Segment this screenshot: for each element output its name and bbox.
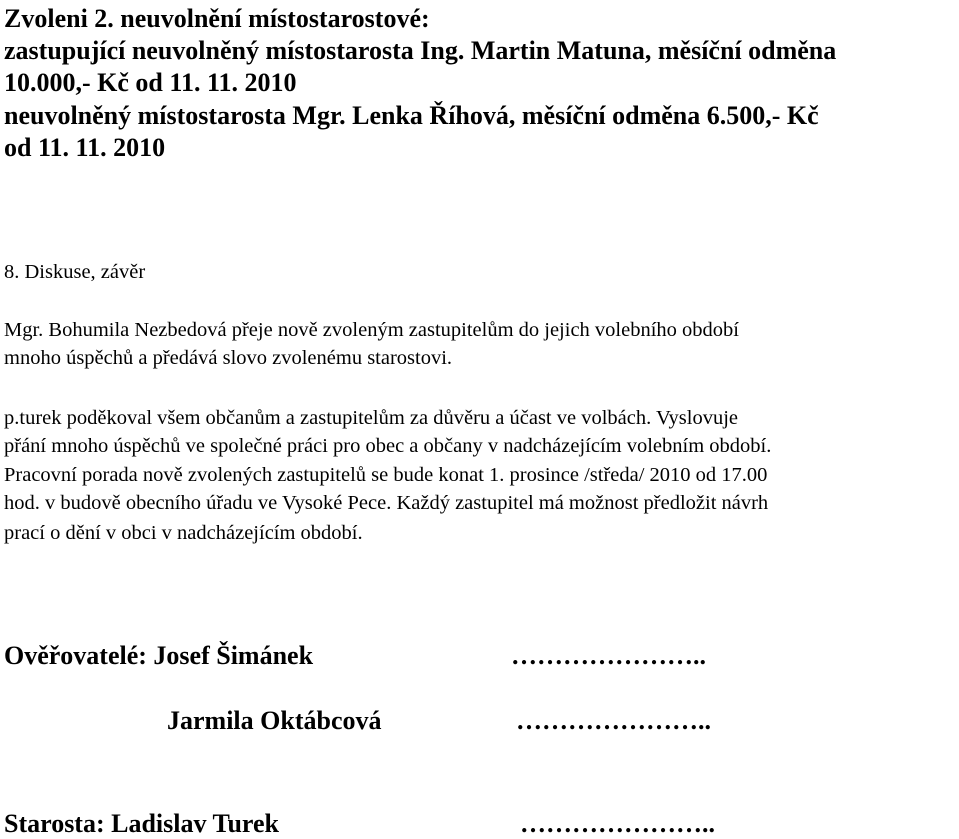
elected-line-deputy-1: zastupující neuvolněný místostarosta Ing. Martin Matuna, měsíční odměna <box>4 36 837 65</box>
signature-line-1: ………………….. <box>511 641 706 670</box>
paragraph-2-line-1: p.turek poděkoval všem občanům a zastupitelům za důvěru a účast ve volbách. Vyslovuje <box>4 407 738 429</box>
paragraph-2-line-2: přání mnoho úspěchů ve společné práci pro obec a občany v nadcházejícím volebním období. <box>4 435 772 457</box>
paragraph-2-line-3: Pracovní porada nově zvolených zastupitelů se bude konat 1. prosince /středa/ 2010 od 17.00 <box>4 464 768 486</box>
elected-line-deputy-2: neuvolněný místostarosta Mgr. Lenka Říhová, měsíční odměna 6.500,- Kč <box>4 101 819 130</box>
elected-line-deputy-1-date: 10.000,- Kč od 11. 11. 2010 <box>4 68 297 97</box>
verifier-2-name: Jarmila Oktábcová <box>167 706 382 735</box>
paragraph-2-line-4: hod. v budově obecního úřadu ve Vysoké Pece. Každý zastupitel má možnost předložit návrh <box>4 492 769 514</box>
elected-heading: Zvoleni 2. neuvolnění místostarostové: <box>4 4 430 33</box>
signature-line-2: ………………….. <box>516 706 711 735</box>
elected-line-deputy-2-date: od 11. 11. 2010 <box>4 133 166 162</box>
paragraph-1-line-1: Mgr. Bohumila Nezbedová přeje nově zvoleným zastupitelům do jejich volebního období <box>4 319 739 341</box>
verifiers-label: Ověřovatelé: Josef Šimánek <box>4 641 314 670</box>
section-heading-discussion: 8. Diskuse, závěr <box>4 261 146 283</box>
paragraph-1-line-2: mnoho úspěchů a předává slovo zvolenému starostovi. <box>4 347 453 369</box>
paragraph-2-line-5: prací o dění v obci v nadcházejícím období. <box>4 522 363 544</box>
signature-line-3: ………………….. <box>520 809 715 838</box>
mayor-label: Starosta: Ladislav Turek <box>4 809 280 838</box>
